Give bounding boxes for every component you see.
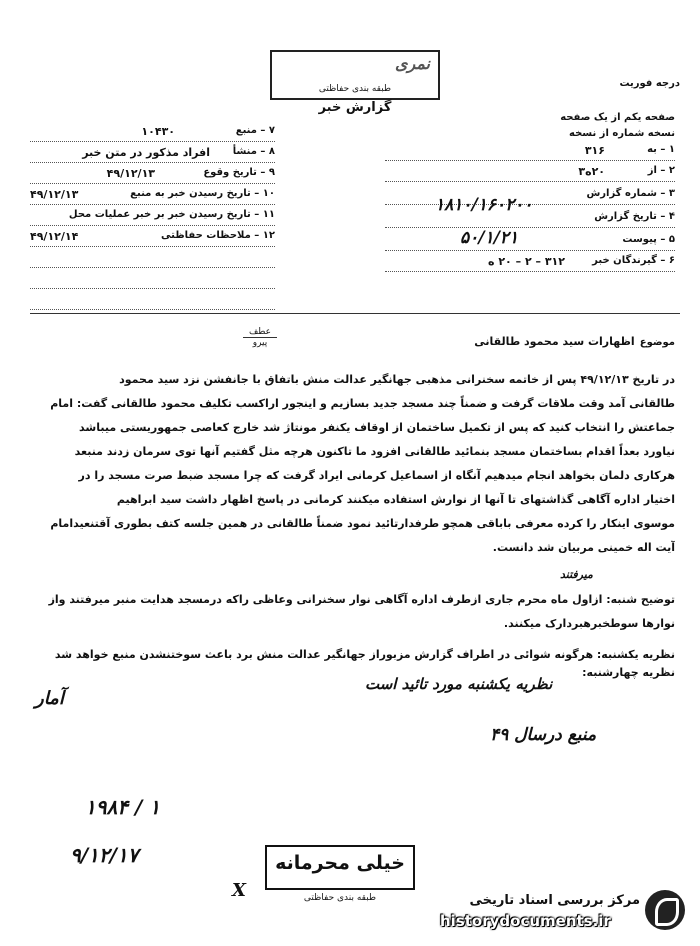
blank-line xyxy=(30,251,275,268)
body-line: جماعتش را انتخاب کنید که پس از تکمیل ساختمان از اوقاف یکنفر مونتاژ شد خارج کعاصی جمهوریستی میباشد xyxy=(79,421,675,434)
body-line: اختیار اداره آگاهی گذاشتهای تا آنها از نوارش استفاده میکنند کرمانی در پاسخ اظهار داشت سید ابراهیم xyxy=(116,493,675,506)
bottom-date: ۹/۱۲/۱۷ xyxy=(70,843,139,867)
handwritten-report-date: ۵۰/۱/۲۱ xyxy=(460,228,519,248)
field-8-label: ۸ – منشأ xyxy=(232,146,275,157)
body-line: طالقانی آمد وقت ملاقات گرفت و ضمناً چند مسجد جدید بسازیم و اینجور اراکسب تکلیف محمود طالقانی گفت: امام xyxy=(50,397,675,410)
watermark-title: مرکز بررسی اسناد تاریخی xyxy=(469,893,640,908)
field-7-label: ۷ – منبع xyxy=(235,125,275,136)
stamp-sub-label: طبقه بندی حفاظتی xyxy=(303,893,377,903)
conclusion-line: نظریه چهارشنبه: xyxy=(582,666,675,679)
cross-mark: X xyxy=(232,880,246,901)
field-9-label: ۹ – تاریخ وقوع xyxy=(203,167,275,178)
subject-label: موضوع xyxy=(639,337,675,348)
field-6-label: ۶ – گیرندگان خبر xyxy=(592,255,675,266)
body-line: در تاریخ ۴۹/۱۲/۱۳ پس از خاتمه سخنرانی مذهبی جهانگیر عدالت منش باتفاق با جانفشن نزد سید محمود xyxy=(119,373,675,386)
field-10-label: ۱۰ – تاریخ رسیدن خبر به منبع xyxy=(130,188,275,199)
field-12-label: ۱۲ – ملاحظات حفاظتی xyxy=(161,230,275,241)
watermark-url: historydocuments.ir xyxy=(440,912,611,930)
explanation xyxy=(42,588,675,636)
conclusion xyxy=(42,646,675,682)
handwritten-note: نظریه یکشنبه مورد تائید است xyxy=(365,675,553,693)
field-8-value: افراد مذکور در متن خبر xyxy=(82,146,210,159)
handwritten-insert: میرفتند xyxy=(560,568,593,581)
divider xyxy=(30,313,680,314)
subject-text: اظهارات سید محمود طالقانی xyxy=(474,335,635,348)
field-10-value: ۴۹/۱۲/۱۳ xyxy=(30,188,79,201)
copy-line: نسخه شماره از نسخه xyxy=(569,128,675,139)
field-2-label: ۲ – از xyxy=(647,165,675,176)
priority-label: درجه فوریت xyxy=(619,78,680,89)
document-title: گزارش خبر xyxy=(318,100,392,115)
body-line: نیاورد بعداً اقدام بساختمان مسجد بنمائید طالقانی افزود ما تاکنون هرچه مثل گفتیم آنها توی سرمان زدند منبعد xyxy=(74,445,675,458)
top-secret-text: خیلی محرمانه xyxy=(275,852,405,874)
subject-side xyxy=(243,327,277,348)
ref-label: عطف xyxy=(248,327,272,337)
handwritten-report-number: ۱۸۱۰/۱۶۰۲۰۰ xyxy=(435,195,533,215)
field-12-value: ۴۹/۱۲/۱۴ xyxy=(30,230,79,243)
stamp-scribble: نمری xyxy=(394,54,430,73)
field-2-value: ۲۰ه۳ xyxy=(578,165,605,178)
explanation-line: نوارها سوطخبرهبردارک میکنند. xyxy=(503,617,675,630)
page-line: صفحه یکم از یک صفحه xyxy=(560,112,675,123)
blank-line xyxy=(30,293,275,310)
blank-line xyxy=(30,272,275,289)
classification-stamp-bottom xyxy=(265,845,415,890)
field-3-label: ۳ – شماره گزارش xyxy=(586,188,675,199)
left-fields xyxy=(30,125,275,310)
body-text xyxy=(42,368,675,560)
conclusion-line: نظریه یکشنبه: هرگونه شوائی در اطراف گزارش مزبوراز جهانگیر عدالت منش برد باعث سوختنشدن منبع خواهد شد xyxy=(54,648,675,661)
bottom-number: ۱۹۸۴ / ۱ xyxy=(85,795,160,819)
margin-note: آمار xyxy=(35,688,64,709)
field-5-label: ۵ – پیوست xyxy=(622,234,675,245)
field-7-value: ۱۰۴۳۰ xyxy=(141,125,175,138)
field-11-label: ۱۱ – تاریخ رسیدن خبر بر خبر عملیات محل xyxy=(68,209,275,220)
field-6-value: ۳۱۲ – ۲ – ۲۰ ه xyxy=(488,255,565,268)
field-9-value: ۴۹/۱۲/۱۳ xyxy=(106,167,155,180)
follow-up-label: پیرو xyxy=(243,337,277,348)
field-1-label: ۱ – به xyxy=(647,144,675,155)
body-line: آیت اله خمینی مربیان شد دانست. xyxy=(492,541,675,554)
signature: منبع درسال ۴۹ xyxy=(490,725,597,745)
classification-stamp-top xyxy=(270,50,440,100)
classification-label: طبقه بندی حفاظتی xyxy=(318,84,392,94)
body-line: موسوی اینکار را کرده معرفی باباقی همچو طرفدارتائید نمود ضمناً طالقانی در همین جلسه کتف بطوری آقتنعیدامام xyxy=(50,517,675,530)
right-fields xyxy=(385,112,675,272)
subject-line xyxy=(420,330,675,349)
field-1-value: ۳۱۶ xyxy=(584,144,605,157)
explanation-line: توضیح شنبه: ازاول ماه محرم جاری ازطرف اداره آگاهی نوار سخنرانی وعاظی راکه درمسجد هدایت منبر میرفتند واز xyxy=(48,593,675,606)
body-line: هرکاری دلمان بخواهد انجام میدهیم آنگاه از اسماعیل کرمانی ایراد گرفت که چرا مسجد ضبط صرت مسجد را در xyxy=(78,469,675,482)
archive-logo-icon xyxy=(645,890,685,930)
field-4-label: ۴ – تاریخ گزارش xyxy=(594,211,675,222)
